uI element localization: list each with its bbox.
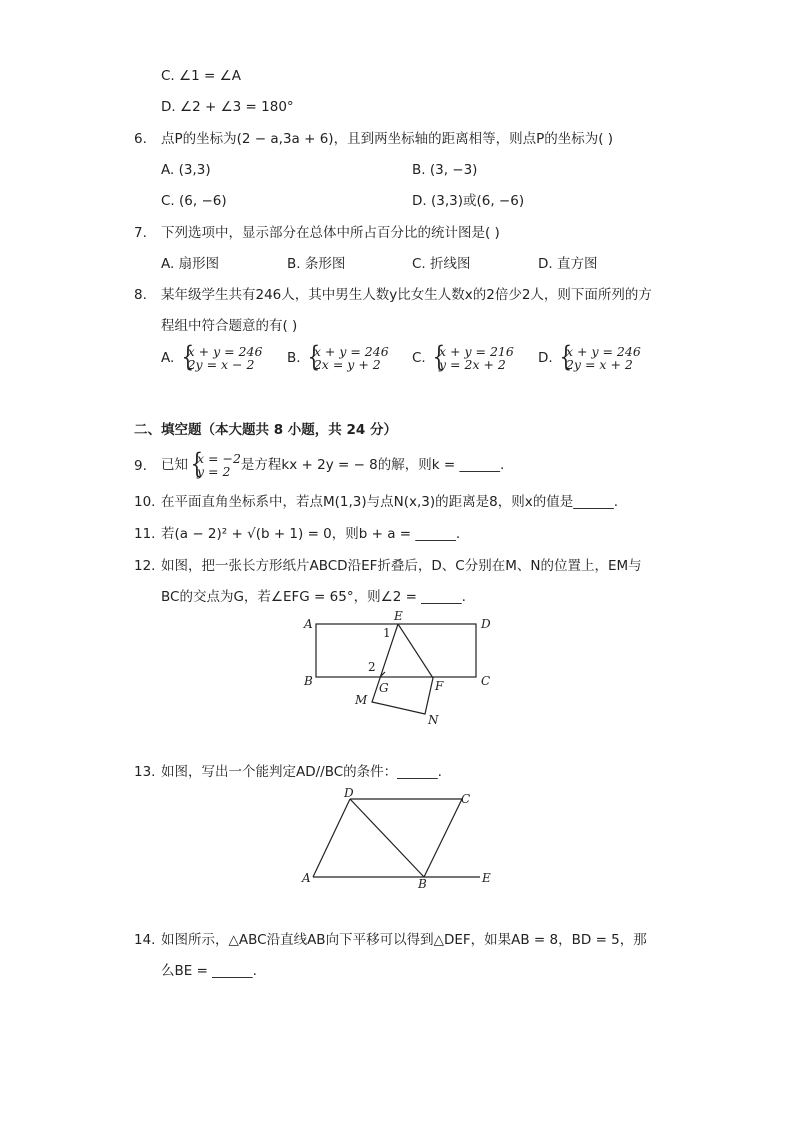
q7-stem: 下列选项中，显示部分在总体中所占百分比的统计图是( ) — [161, 225, 500, 241]
q8-a-eq1: x + y = 246 — [187, 344, 263, 359]
q11-stem: 若(a − 2)² + √(b + 1) = 0，则b + a = ______. — [161, 526, 461, 542]
q6-option-c: C. (6, −6) — [161, 193, 227, 209]
q8-option-b — [287, 340, 389, 373]
q9-stem — [161, 447, 505, 480]
q14-stem-line1: 如图所示，△ABC沿直线AB向下平移可以得到△DEF，如果AB = 8，BD = 5，那 — [161, 932, 647, 948]
q9-system: { x = −2 y = 2 — [190, 447, 241, 480]
q9-eq1: x = −2 — [197, 451, 241, 466]
q13-number: 13. — [134, 764, 156, 780]
q11-number: 11. — [134, 526, 156, 542]
q13-stem: 如图，写出一个能判定AD//BC的条件：______. — [161, 764, 442, 780]
q8-c-eq1: x + y = 216 — [439, 344, 514, 359]
q6-number: 6. — [134, 131, 147, 147]
q12-stem-line1: 如图，把一张长方形纸片ABCD沿EF折叠后，D、C分别在M、N的位置上，EM与 — [161, 558, 642, 574]
q7-option-d: D. 直方图 — [538, 256, 598, 272]
q8-option-b-system: { x + y = 246 2x = y + 2 — [307, 340, 389, 373]
q12-label-c: C — [481, 674, 491, 688]
q7-number: 7. — [134, 225, 147, 241]
q9-post: 是方程kx + 2y = − 8的解，则k = ______. — [240, 457, 505, 473]
q8-option-c-system: { x + y = 216 y = 2x + 2 — [432, 340, 514, 373]
q12-rectangle — [316, 624, 476, 677]
q10-stem: 在平面直角坐标系中，若点M(1,3)与点N(x,3)的距离是8，则x的值是______. — [161, 494, 619, 510]
q13-segment-da — [313, 799, 350, 877]
q6-option-a: A. (3,3) — [161, 162, 211, 178]
q10-number: 10. — [134, 494, 156, 510]
q12-figure — [295, 608, 505, 733]
q8-option-a-system: { x + y = 246 2y = x − 2 — [181, 340, 263, 373]
q14-number: 14. — [134, 932, 156, 948]
q12-label-2: 2 — [368, 660, 376, 674]
q12-label-1: 1 — [383, 626, 391, 640]
q6-stem: 点P的坐标为(2 − a,3a + 6)，且到两坐标轴的距离相等，则点P的坐标为( ) — [161, 131, 614, 147]
q8-b-eq2: 2x = y + 2 — [313, 357, 381, 372]
q12-label-b: B — [304, 674, 313, 688]
q9-eq2: y = 2 — [197, 464, 231, 479]
q7-option-b: B. 条形图 — [287, 256, 346, 272]
q13-figure — [298, 785, 498, 890]
q13-label-a: A — [302, 871, 311, 885]
q12-label-f: F — [435, 679, 444, 693]
section-heading: 二、填空题（本大题共 8 小题，共 24 分） — [134, 422, 397, 438]
q8-option-d-label: D. — [538, 350, 553, 366]
q8-d-eq1: x + y = 246 — [565, 344, 641, 359]
q13-segment-cb — [424, 799, 462, 877]
q5-option-c: C. ∠1 = ∠A — [161, 68, 241, 84]
q8-option-c — [412, 340, 514, 373]
q12-label-m: M — [355, 693, 368, 707]
q13-segment-db — [350, 799, 424, 877]
q5-option-d: D. ∠2 + ∠3 = 180° — [161, 99, 294, 115]
q12-folded-part — [372, 624, 433, 714]
q8-d-eq2: 2y = x + 2 — [565, 357, 633, 372]
q12-label-a: A — [304, 617, 313, 631]
q13-label-e: E — [482, 871, 491, 885]
q8-number: 8. — [134, 287, 147, 303]
q7-option-a: A. 扇形图 — [161, 256, 220, 272]
q8-stem-line2: 程组中符合题意的有( ) — [161, 318, 298, 334]
q8-c-eq2: y = 2x + 2 — [439, 357, 506, 372]
q8-option-d-system: { x + y = 246 2y = x + 2 — [559, 340, 641, 373]
q7-option-c: C. 折线图 — [412, 256, 471, 272]
q13-label-d: D — [344, 786, 354, 800]
q9-pre: 已知 — [161, 457, 188, 473]
q8-option-c-label: C. — [412, 350, 426, 366]
q8-option-a-label: A. — [161, 350, 175, 366]
q13-label-c: C — [461, 792, 471, 806]
q12-label-n: N — [428, 713, 439, 727]
q12-label-d: D — [481, 617, 491, 631]
q12-number: 12. — [134, 558, 156, 574]
q8-option-d — [538, 340, 641, 373]
q8-option-b-label: B. — [287, 350, 301, 366]
q9-number: 9. — [134, 458, 147, 474]
q12-stem-line2: BC的交点为G，若∠EFG = 65°，则∠2 = ______. — [161, 589, 466, 605]
q8-option-a — [161, 340, 263, 373]
q8-b-eq1: x + y = 246 — [313, 344, 389, 359]
q6-option-d: D. (3,3)或(6, −6) — [412, 193, 525, 209]
q12-label-g: G — [379, 681, 389, 695]
q13-label-b: B — [418, 877, 427, 890]
q8-stem-line1: 某年级学生共有246人，其中男生人数y比女生人数x的2倍少2人，则下面所列的方 — [161, 287, 652, 303]
q8-a-eq2: 2y = x − 2 — [187, 357, 255, 372]
q14-stem-line2: 么BE = ______. — [161, 963, 257, 979]
q6-option-b: B. (3, −3) — [412, 162, 478, 178]
q12-label-e: E — [394, 609, 403, 623]
